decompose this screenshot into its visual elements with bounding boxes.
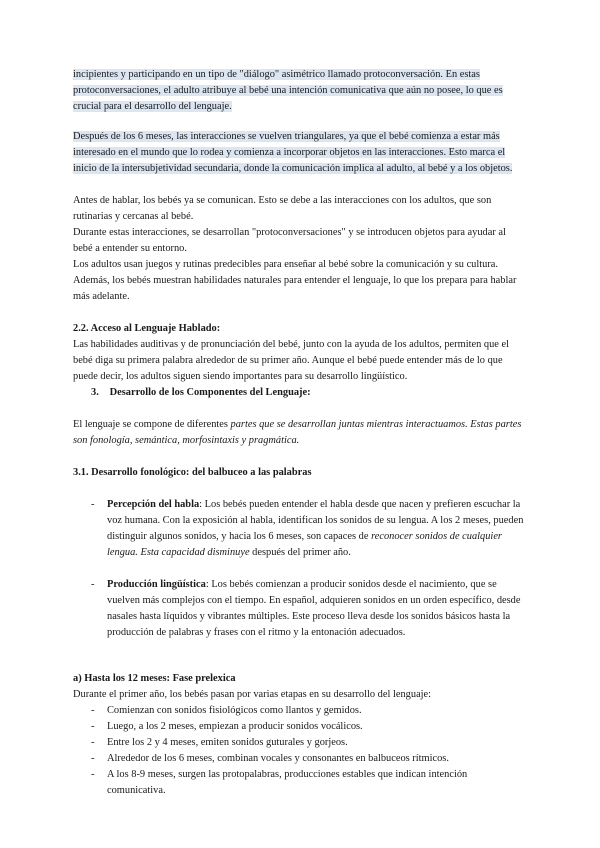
- item-text: después del primer año.: [249, 547, 351, 558]
- section-heading-3-1: 3.1. Desarrollo fonológico: del balbuceo a las palabras: [73, 467, 312, 478]
- list-item: [73, 751, 527, 767]
- dash-bullet: -: [91, 499, 95, 510]
- paragraph-protoconversations: Durante estas interacciones, se desarrollan "protoconversaciones" y se introducen objetos para ayudar al bebé a entender su entorno.: [73, 227, 506, 254]
- highlighted-text: Después de los 6 meses, las interacciones se vuelven triangulares, ya que el bebé comienza a estar más interesado en el mundo que lo rodea y comienza a incorporar objetos en las interacciones. Esto marca el inicio de la intersubjetividad secundaria, donde la comunicación implica al adulto, al bebé y a los objetos.: [73, 131, 513, 174]
- item-text: : Los bebés comienzan a producir sonidos desde el nacimiento, que se vuelven más complejos con el tiempo. En español, adquieren sonidos en un orden específico, desde nasales hasta líquidos y vibrantes múltiples. Este proceso lleva desde los sonidos básicos hasta la producción de palabras y frases con el ritmo y la entonación adecuados.: [107, 579, 521, 638]
- italic-text: partes que se desarrollan juntas mientras interactuamos. Estas partes son fonología, semántica, morfosintaxis y pragmática.: [73, 419, 522, 446]
- italic-text: reconocer sonidos de cualquier lengua. Esta capacidad disminuye: [107, 531, 502, 558]
- dash-bullet: -: [91, 753, 95, 764]
- list-item-text: Luego, a los 2 meses, empiezan a producir sonidos vocálicos.: [107, 721, 363, 732]
- paragraph-first-year: Durante el primer año, los bebés pasan por varias etapas en su desarrollo del lenguaje:: [73, 689, 432, 700]
- paragraph-triangular-interactions: [73, 129, 527, 177]
- paragraph-spoken-language: Las habilidades auditivas y de pronunciación del bebé, junto con la ayuda de los adultos, permiten que el bebé diga su primera palabra alrededor de su primer año. Aunque el bebé puede entender más de lo que puede decir, los adultos siguen siendo importantes para su desarrollo lingüístico.: [73, 339, 509, 382]
- list-item-text: Comienzan con sonidos fisiológicos como llantos y gemidos.: [107, 705, 362, 716]
- dash-bullet: -: [91, 705, 95, 716]
- list-item-linguistic-production: [73, 577, 527, 641]
- list-item-text: Alrededor de los 6 meses, combinan vocales y consonantes en balbuceos rítmicos.: [107, 753, 449, 764]
- paragraph-protoconversation: [73, 67, 527, 115]
- bullet-list-phonology: [73, 497, 527, 561]
- item-label: Producción lingüística: [107, 579, 206, 590]
- subsection-heading-a: a) Hasta los 12 meses: Fase prelexica: [73, 673, 236, 684]
- section-heading-3: [73, 385, 527, 401]
- document-body: [73, 67, 527, 799]
- item-text: : Los bebés pueden entender el habla desde que nacen y prefieren escuchar la voz humana. Con la exposición al habla, identifican los sonidos de su lengua. A los 2 meses, pueden distinguir algunos sonidos, y hacia los 6 meses, son capaces de: [107, 499, 524, 542]
- dash-bullet: -: [91, 579, 95, 590]
- list-item-speech-perception: [73, 497, 527, 561]
- list-item: [73, 703, 527, 719]
- list-item: [73, 719, 527, 735]
- highlighted-text: incipientes y participando en un tipo de "diálogo" asimétrico llamado protoconversación. En estas protoconversaciones, el adulto atribuye al bebé una intención comunicativa que aún no posee, lo que es crucial para el desarrollo del lenguaje.: [73, 69, 503, 112]
- section-heading-2-2: 2.2. Acceso al Lenguaje Hablado:: [73, 323, 221, 334]
- paragraph-before-speaking: Antes de hablar, los bebés ya se comunican. Esto se debe a las interacciones con los adultos, que son rutinarias y cercanas al bebé.: [73, 195, 492, 222]
- list-item-text: Entre los 2 y 4 meses, emiten sonidos guturales y gorjeos.: [107, 737, 348, 748]
- heading-number: 3.: [91, 387, 99, 398]
- list-item-text: A los 8-9 meses, surgen las protopalabras, producciones estables que indican intención comunicativa.: [107, 769, 468, 796]
- dash-bullet: -: [91, 721, 95, 732]
- text-run: El lenguaje se compone de diferentes: [73, 419, 231, 430]
- bullet-list-stages: [73, 703, 527, 799]
- list-item: [73, 767, 527, 799]
- heading-text: Desarrollo de los Componentes del Lenguaje:: [109, 387, 311, 398]
- dash-bullet: -: [91, 769, 95, 780]
- item-label: Percepción del habla: [107, 499, 200, 510]
- paragraph-games-routines: Los adultos usan juegos y rutinas predecibles para enseñar al bebé sobre la comunicación y su cultura. Además, los bebés muestran habilidades naturales para entender el lenguaje, lo que los prepara para hablar más adelante.: [73, 259, 517, 302]
- dash-bullet: -: [91, 737, 95, 748]
- bullet-list-production: [73, 577, 527, 641]
- list-item: [73, 735, 527, 751]
- paragraph-components: [73, 417, 527, 449]
